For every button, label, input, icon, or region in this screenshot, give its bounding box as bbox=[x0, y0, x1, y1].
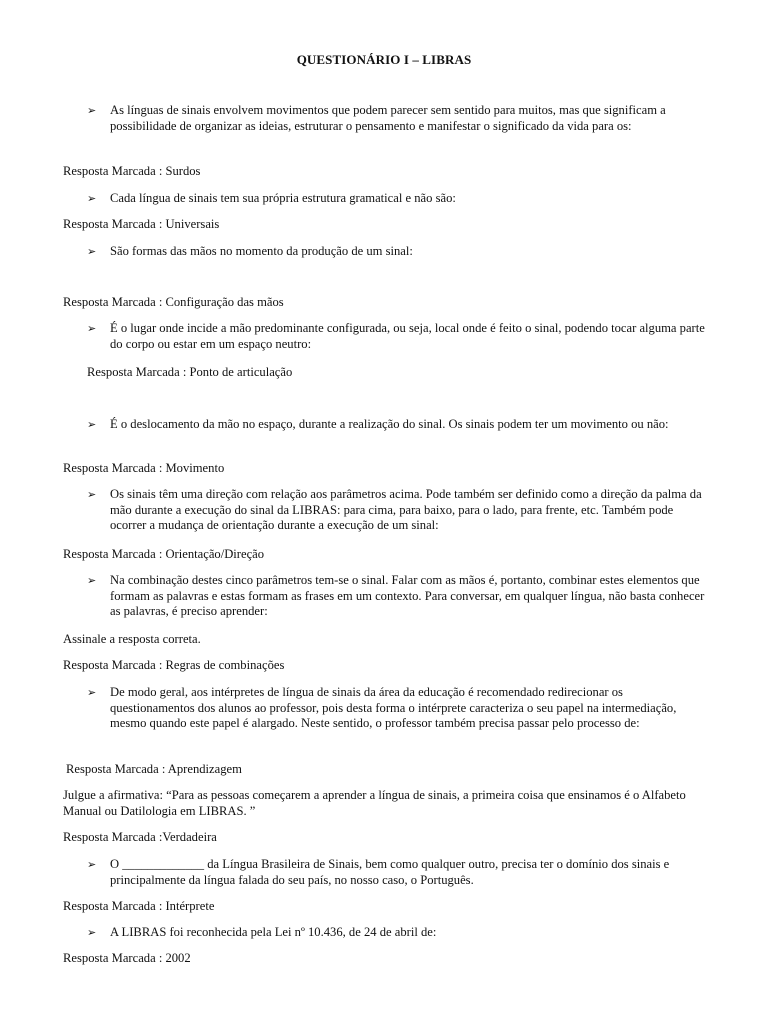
statement-text: Julgue a afirmativa: “Para as pessoas começarem a aprender a língua de sinais, a primeira coisa que ensinamos é o Alfabeto Manual ou Datilologia em LIBRAS. ” bbox=[63, 788, 686, 818]
answer-5: Resposta Marcada : Movimento bbox=[63, 461, 225, 475]
answer-1: Resposta Marcada : Surdos bbox=[63, 164, 201, 178]
question-text: Na combinação destes cinco parâmetros tem-se o sinal. Falar com as mãos é, portanto, combinar estes elementos que formam as palavras e estas formam as frases em um contexto. Para conversar, em qualquer língua, não basta conhecer as palavras, é preciso aprender: bbox=[110, 573, 705, 619]
question-3 bbox=[87, 244, 707, 260]
answer-8: Resposta Marcada : Aprendizagem bbox=[66, 762, 242, 776]
arrow-bullet-icon: ➢ bbox=[87, 418, 97, 431]
question-text: O _____________ da Língua Brasileira de Sinais, bem como qualquer outro, precisa ter o domínio dos sinais e principalmente da língua falada do seu país, no nosso caso, o Português. bbox=[110, 857, 670, 887]
answer-7: Resposta Marcada : Regras de combinações bbox=[63, 658, 285, 672]
question-1 bbox=[87, 103, 707, 134]
question-6 bbox=[87, 487, 707, 534]
question-5 bbox=[87, 417, 707, 433]
question-8 bbox=[87, 685, 707, 732]
arrow-bullet-icon: ➢ bbox=[87, 192, 97, 205]
question-text: Os sinais têm uma direção com relação aos parâmetros acima. Pode também ser definido como a direção da palma da mão durante a execução do sinal da LIBRAS: para cima, para baixo, para o lado, para frente, etc. Também pode ocorrer a mudança de orientação durante a execução de um sinal: bbox=[110, 487, 702, 533]
answer-2: Resposta Marcada : Universais bbox=[63, 217, 220, 231]
question-10 bbox=[87, 925, 707, 941]
arrow-bullet-icon: ➢ bbox=[87, 104, 97, 117]
arrow-bullet-icon: ➢ bbox=[87, 686, 97, 699]
answer-6: Resposta Marcada : Orientação/Direção bbox=[63, 547, 265, 561]
answer-10: Resposta Marcada : Intérprete bbox=[63, 899, 215, 913]
question-2 bbox=[87, 191, 707, 207]
arrow-bullet-icon: ➢ bbox=[87, 488, 97, 501]
answer-9: Resposta Marcada :Verdadeira bbox=[63, 830, 217, 844]
question-7 bbox=[87, 573, 707, 620]
arrow-bullet-icon: ➢ bbox=[87, 574, 97, 587]
instruction-text: Assinale a resposta correta. bbox=[63, 632, 201, 646]
question-text: É o deslocamento da mão no espaço, durante a realização do sinal. Os sinais podem ter um movimento ou não: bbox=[110, 417, 669, 431]
question-text: As línguas de sinais envolvem movimentos que podem parecer sem sentido para muitos, mas que significam a possibilidade de organizar as ideias, estruturar o pensamento e manifestar o significado da vida para os: bbox=[110, 103, 666, 133]
arrow-bullet-icon: ➢ bbox=[87, 245, 97, 258]
question-text: Cada língua de sinais tem sua própria estrutura gramatical e não são: bbox=[110, 191, 456, 205]
question-text: É o lugar onde incide a mão predominante configurada, ou seja, local onde é feito o sinal, podendo tocar alguma parte do corpo ou estar em um espaço neutro: bbox=[110, 321, 705, 351]
answer-4: Resposta Marcada : Ponto de articulação bbox=[87, 365, 293, 379]
arrow-bullet-icon: ➢ bbox=[87, 858, 97, 871]
question-4 bbox=[87, 321, 707, 352]
question-text: São formas das mãos no momento da produção de um sinal: bbox=[110, 244, 413, 258]
question-text: De modo geral, aos intérpretes de língua de sinais da área da educação é recomendado redirecionar os questionamentos dos alunos ao professor, pois desta forma o intérprete caracteriza o seu papel na intermediação, mesmo quando este papel é alargado. Neste sentido, o professor também precisa passar pelo processo de: bbox=[110, 685, 677, 731]
document-title: QUESTIONÁRIO I – LIBRAS bbox=[296, 52, 472, 67]
question-9 bbox=[87, 857, 707, 888]
question-text: A LIBRAS foi reconhecida pela Lei nº 10.436, de 24 de abril de: bbox=[110, 925, 437, 939]
answer-3: Resposta Marcada : Configuração das mãos bbox=[63, 295, 284, 309]
arrow-bullet-icon: ➢ bbox=[87, 322, 97, 335]
answer-11: Resposta Marcada : 2002 bbox=[63, 951, 191, 965]
arrow-bullet-icon: ➢ bbox=[87, 926, 97, 939]
